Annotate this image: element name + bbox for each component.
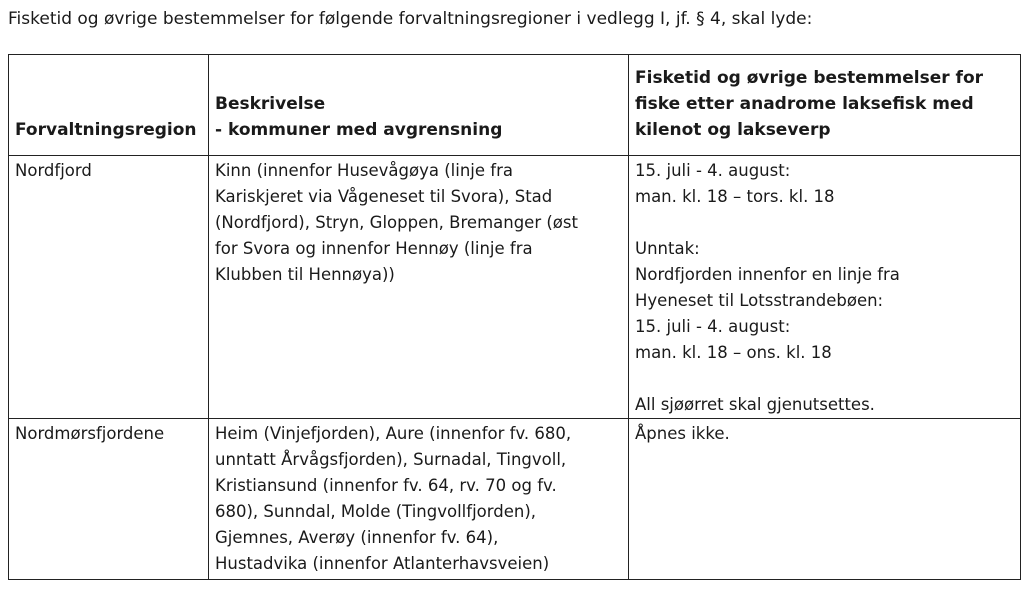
description-line: Hustadvika (innenfor Atlanterhavsveien) [215,554,550,573]
description-line: for Svora og innenfor Hennøy (linje fra [215,239,533,258]
header-region-label: Forvaltningsregion [15,120,197,140]
intro-text: Fisketid og øvrige bestemmelser for følgende forvaltningsregioner i vedlegg I, jf. § 4, skal lyde: [8,9,813,29]
regulation-table [8,54,1021,580]
header-fishing-line: fiske etter anadrome laksefisk med [635,94,974,114]
description-line: Kinn (innenfor Husevågøya (linje fra [215,161,513,180]
description-line: (Nordfjord), Stryn, Gloppen, Bremanger (øst [215,213,578,232]
fishing-line: Nordfjorden innenfor en linje fra [635,265,900,284]
header-description [209,55,629,156]
fishing-gap [635,366,1014,392]
header-description-line: Beskrivelse [215,94,326,114]
description-line: Kariskjeret via Vågeneset til Svora), Stad [215,187,553,206]
header-fishing [629,55,1021,156]
region-name: Nordmørsfjordene [15,424,165,443]
header-fishing-line: Fisketid og øvrige bestemmelser for [635,68,984,88]
table-header-row [9,55,1021,156]
fishing-gap [635,210,1014,236]
cell-fishing [629,156,1021,419]
table-row [9,419,1021,580]
description-line: Gjemnes, Averøy (innenfor fv. 64), [215,528,499,547]
table-row [9,156,1021,419]
fishing-line: Unntak: [635,239,700,258]
fishing-line: 15. juli - 4. august: [635,317,791,336]
fishing-line: Åpnes ikke. [635,424,730,443]
cell-region [9,419,209,580]
description-line: Kristiansund (innenfor fv. 64, rv. 70 og fv. [215,476,557,495]
fishing-line: All sjøørret skal gjenutsettes. [635,395,875,414]
cell-description [209,419,629,580]
header-description-line: - kommuner med avgrensning [215,120,503,140]
description-line: Klubben til Hennøya)) [215,265,395,284]
header-fishing-line: kilenot og lakseverp [635,120,831,140]
cell-region [9,156,209,419]
description-line: Heim (Vinjefjorden), Aure (innenfor fv. 680, [215,424,572,443]
description-line: 680), Sunndal, Molde (Tingvollfjorden), [215,502,537,521]
header-region [9,55,209,156]
fishing-line: 15. juli - 4. august: [635,161,791,180]
fishing-line: Hyeneset til Lotsstrandebøen: [635,291,884,310]
cell-fishing [629,419,1021,580]
fishing-line: man. kl. 18 – ons. kl. 18 [635,343,832,362]
description-line: unntatt Årvågsfjorden), Surnadal, Tingvoll, [215,450,567,469]
region-name: Nordfjord [15,161,92,180]
cell-description [209,156,629,419]
fishing-line: man. kl. 18 – tors. kl. 18 [635,187,835,206]
